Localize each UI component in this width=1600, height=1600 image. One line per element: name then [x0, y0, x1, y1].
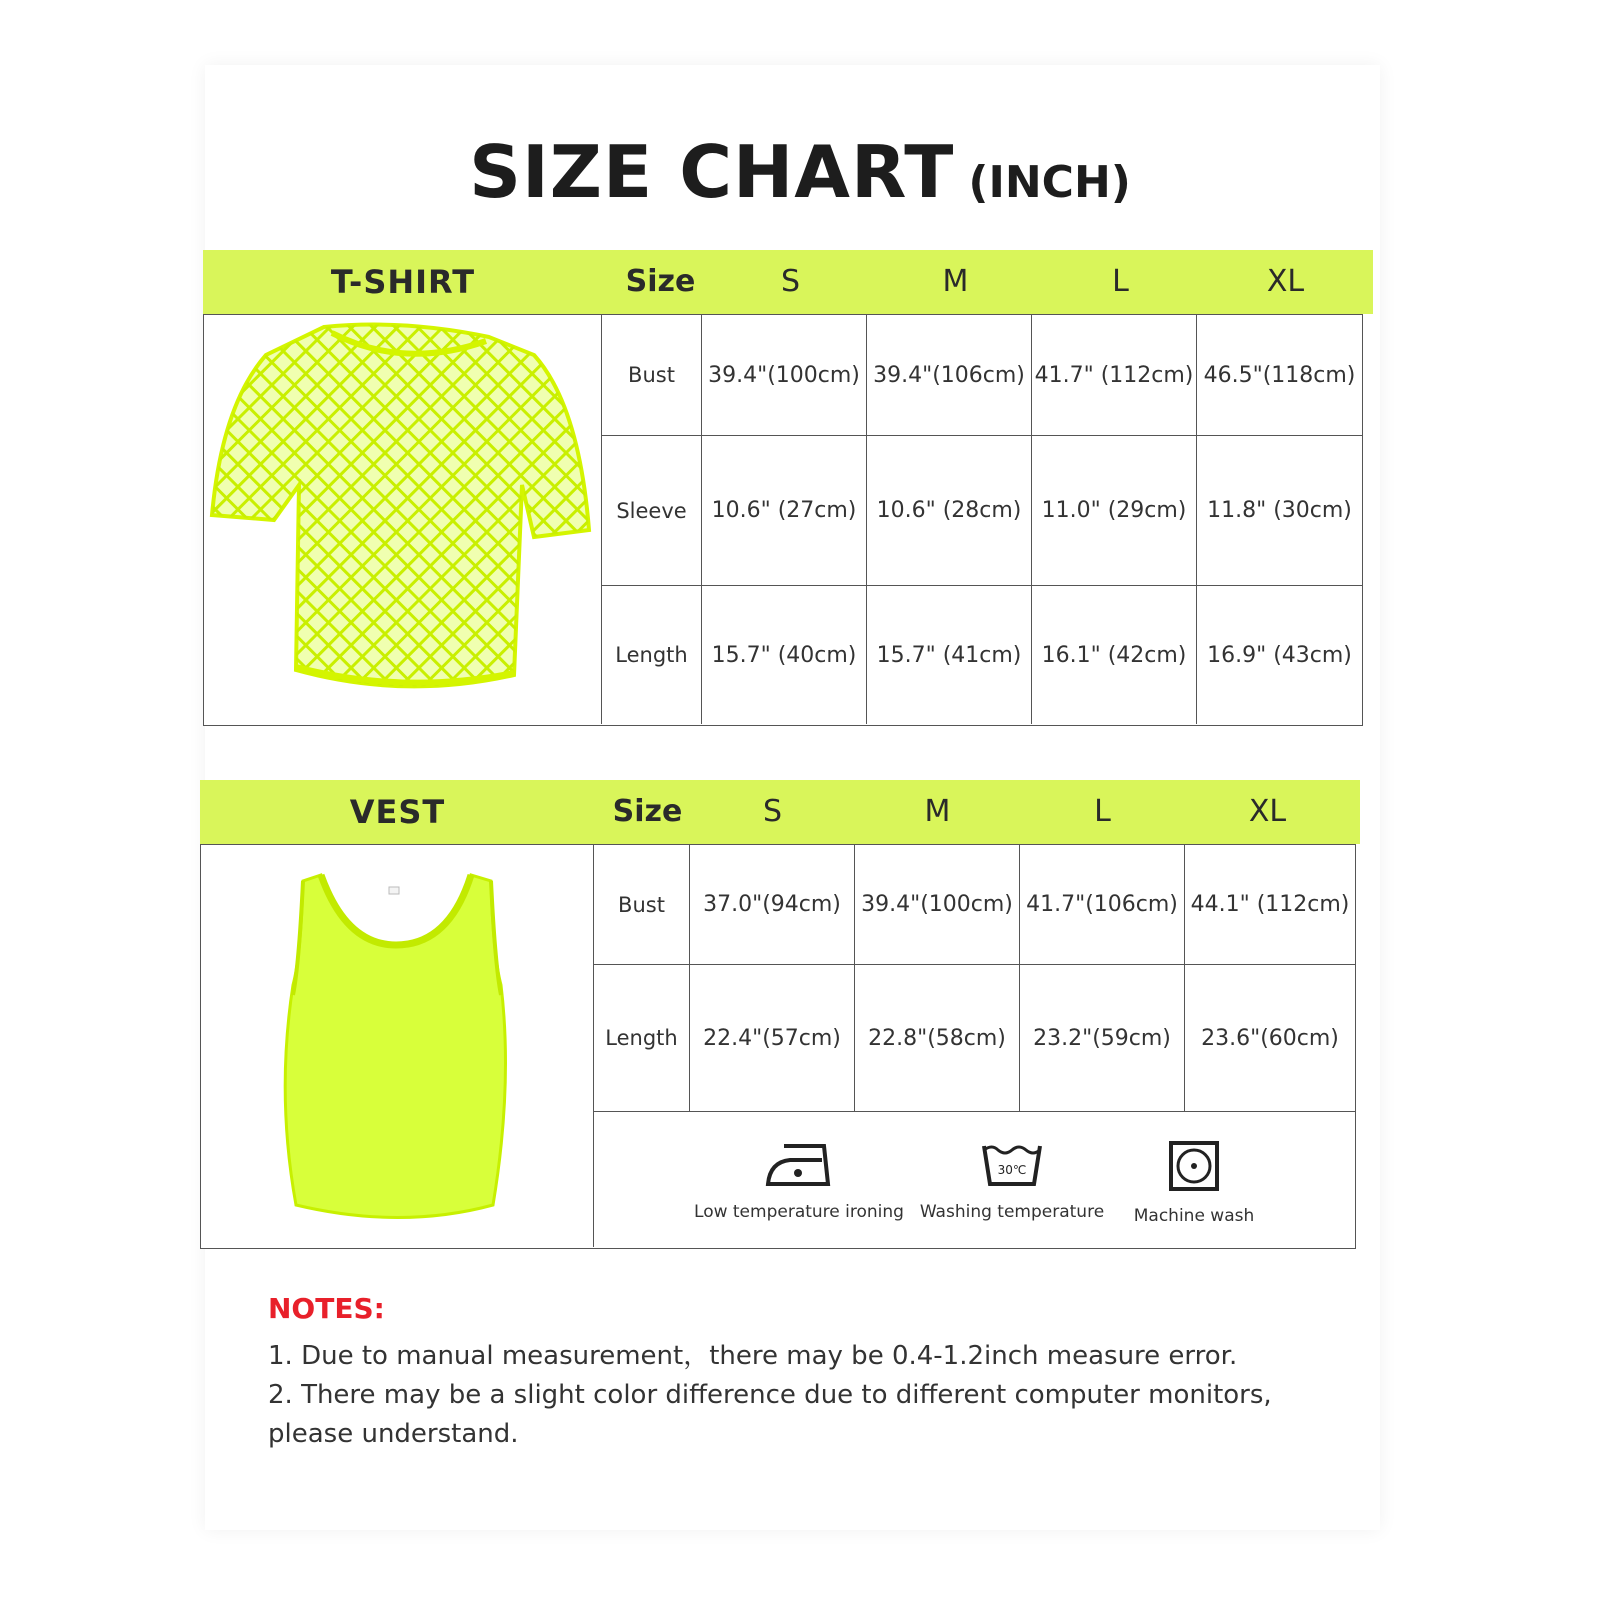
notes-line-2: 2. There may be a slight color difference due to different computer monitors, — [268, 1380, 1272, 1410]
tshirt-size-header: Size — [625, 264, 696, 299]
tshirt-section — [203, 250, 1373, 730]
care-label-machine-wash: Machine wash — [1133, 1206, 1255, 1226]
vest-row-length — [594, 965, 1355, 1112]
care-icons — [594, 1140, 1355, 1240]
tshirt-product-label: T-SHIRT — [330, 263, 476, 301]
title-unit: (INCH) — [968, 157, 1131, 208]
tshirt-bust-label: Bust — [602, 315, 702, 435]
notes-line-3: please understand. — [268, 1419, 519, 1449]
care-item-machine-wash — [1114, 1140, 1274, 1226]
tshirt-length-l: 16.1" (42cm) — [1032, 586, 1197, 724]
vest-length-s: 22.4"(57cm) — [690, 965, 855, 1111]
care-item-washing — [912, 1140, 1112, 1222]
vest-table — [200, 844, 1356, 1249]
tshirt-bust-xl: 46.5"(118cm) — [1203, 362, 1356, 388]
tshirt-table — [203, 314, 1363, 726]
care-label-washing: Washing temperature — [919, 1202, 1105, 1222]
tshirt-size-m: M — [942, 264, 969, 299]
vest-length-l: 23.2"(59cm) — [1020, 965, 1185, 1111]
tshirt-bust-s: 39.4"(100cm) — [702, 315, 867, 435]
tshirt-row-length — [602, 586, 1362, 724]
vest-bust-m: 39.4"(100cm) — [855, 845, 1020, 964]
tshirt-length-m: 15.7" (41cm) — [867, 586, 1032, 724]
tshirt-length-xl: 16.9" (43cm) — [1207, 642, 1352, 668]
care-item-ironing — [694, 1140, 904, 1222]
care-label-ironing: Low temperature ironing — [694, 1202, 904, 1222]
vest-bust-s: 37.0"(94cm) — [690, 845, 855, 964]
page-title — [0, 130, 1600, 214]
vest-section — [200, 780, 1360, 1260]
vest-size-m: M — [924, 794, 951, 829]
tshirt-size-l: L — [1112, 264, 1129, 299]
title-main: SIZE CHART — [469, 130, 955, 214]
notes-heading: NOTES: — [268, 1292, 385, 1325]
tshirt-bust-l: 41.7" (112cm) — [1032, 315, 1197, 435]
tshirt-sleeve-m: 10.6" (28cm) — [867, 436, 1032, 585]
vest-size-header: Size — [612, 794, 683, 829]
iron-icon — [764, 1140, 834, 1188]
vest-length-m: 22.8"(58cm) — [855, 965, 1020, 1111]
tshirt-length-label: Length — [602, 586, 702, 724]
vest-size-s: S — [762, 794, 783, 829]
tshirt-sleeve-s: 10.6" (27cm) — [702, 436, 867, 585]
svg-text:30℃: 30℃ — [997, 1163, 1027, 1177]
vest-product-label: VEST — [349, 793, 446, 831]
vest-image-cell — [201, 845, 594, 1247]
tshirt-length-s: 15.7" (40cm) — [702, 586, 867, 724]
wash-30c-icon — [980, 1140, 1044, 1188]
tshirt-bust-m: 39.4"(106cm) — [867, 315, 1032, 435]
vest-row-bust — [594, 845, 1355, 965]
vest-length-xl: 23.6"(60cm) — [1201, 1025, 1339, 1051]
tshirt-sleeve-label: Sleeve — [602, 436, 702, 585]
tshirt-size-xl: XL — [1266, 264, 1305, 299]
tshirt-header-band — [203, 250, 1373, 314]
mesh-crop-tshirt-icon — [204, 315, 602, 724]
vest-bust-xl: 44.1" (112cm) — [1190, 892, 1350, 917]
tshirt-size-s: S — [780, 264, 801, 299]
vest-bust-label: Bust — [594, 845, 690, 964]
vest-size-xl: XL — [1248, 794, 1287, 829]
tshirt-row-sleeve — [602, 436, 1362, 586]
machine-wash-icon — [1168, 1140, 1220, 1192]
notes-line-1: 1. Due to manual measurement，there may be 0.4-1.2inch measure error. — [268, 1341, 1238, 1371]
care-instructions-row — [594, 1112, 1355, 1247]
tshirt-sleeve-l: 11.0" (29cm) — [1032, 436, 1197, 585]
vest-bust-l: 41.7"(106cm) — [1020, 845, 1185, 964]
notes-section — [268, 1292, 1328, 1454]
tshirt-image-cell — [204, 315, 602, 724]
tank-top-vest-icon — [201, 845, 594, 1247]
vest-length-label: Length — [594, 965, 690, 1111]
tshirt-sleeve-xl: 11.8" (30cm) — [1207, 498, 1352, 523]
tshirt-row-bust — [602, 315, 1362, 436]
vest-size-l: L — [1094, 794, 1111, 829]
vest-header-band — [200, 780, 1360, 844]
